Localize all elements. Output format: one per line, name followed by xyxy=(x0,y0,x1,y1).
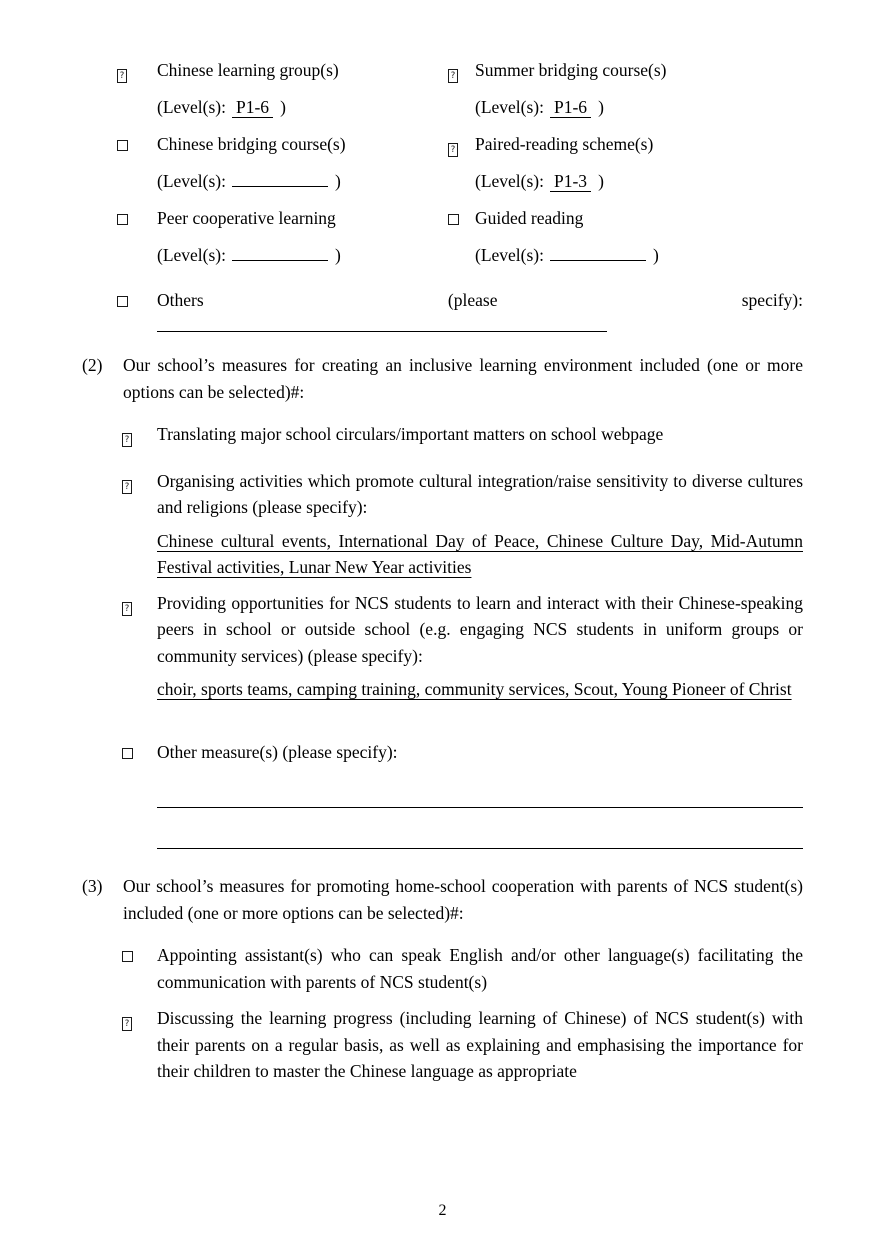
level-field-chinese-learning-groups[interactable]: P1-6 xyxy=(232,98,273,118)
option-chinese-learning-groups xyxy=(117,52,448,89)
section-number: (3) xyxy=(82,876,103,896)
checkbox-wrap xyxy=(122,421,157,448)
checkbox-wrap xyxy=(122,942,157,995)
checkbox-wrap xyxy=(122,468,157,581)
item-text: Discussing the learning progress (including learning of Chinese) of NCS student(s) with their parents on a regular basis, as well as explaining and emphasising the importance for their children to master the Chinese language as appropriate xyxy=(157,1008,803,1081)
item-text: Translating major school circulars/important matters on school webpage xyxy=(157,424,664,444)
checkbox-providing-opportunities[interactable]: ? xyxy=(122,602,132,616)
level-suffix: ) xyxy=(280,97,286,117)
checkbox-wrap xyxy=(122,590,157,703)
checkbox-summer-bridging-courses[interactable]: ? xyxy=(448,69,458,83)
level-suffix: ) xyxy=(335,171,341,191)
section-3 xyxy=(82,873,803,1085)
page-number: 2 xyxy=(438,1202,447,1219)
others-specify-field[interactable] xyxy=(157,319,607,332)
level-prefix: (Level(s): xyxy=(157,97,226,117)
item-text: Providing opportunities for NCS students to learn and interact with their Chinese-speaking peers in school or outside school (e.g. engaging NCS students in uniform groups or community services) (please specify): xyxy=(157,592,803,666)
section-intro: Our school’s measures for promoting home-school cooperation with parents of NCS student(s) included (one or more options can be selected)#: xyxy=(123,876,803,923)
item-other-measures xyxy=(122,739,803,850)
level-suffix: ) xyxy=(598,97,604,117)
item-text: Other measure(s) (please specify): xyxy=(157,741,398,762)
section-number: (2) xyxy=(82,355,103,375)
item-body xyxy=(157,1005,803,1085)
checkbox-wrap xyxy=(122,739,157,850)
level-field-summer-bridging-courses[interactable]: P1-6 xyxy=(550,98,591,118)
option-summer-bridging-courses xyxy=(448,52,803,89)
level-line xyxy=(448,163,803,200)
option-label: Peer cooperative learning xyxy=(157,208,336,228)
item-discussing-progress xyxy=(122,1005,803,1085)
level-prefix: (Level(s): xyxy=(475,245,544,265)
checkbox-others[interactable] xyxy=(117,296,128,307)
others-word: (please xyxy=(447,290,498,310)
option-label: Paired-reading scheme(s) xyxy=(475,134,654,154)
checkbox-wrap xyxy=(117,282,157,319)
option-paired-reading-schemes xyxy=(448,126,803,163)
checkbox-wrap xyxy=(448,52,475,89)
option-label: Summer bridging course(s) xyxy=(475,60,667,80)
level-field-chinese-bridging-courses[interactable] xyxy=(232,186,328,187)
item-body xyxy=(157,421,803,448)
item-body xyxy=(157,590,803,703)
option-chinese-bridging-courses xyxy=(117,126,448,163)
others-label-line xyxy=(157,282,803,319)
checkbox-wrap xyxy=(117,200,157,237)
checkbox-wrap xyxy=(448,200,475,237)
checkbox-discussing-progress[interactable]: ? xyxy=(122,1017,132,1031)
section-2-heading xyxy=(82,352,803,405)
checkbox-chinese-learning-groups[interactable]: ? xyxy=(117,69,127,83)
level-line xyxy=(448,237,803,274)
option-label: Chinese learning group(s) xyxy=(157,60,339,80)
item-translating-circulars xyxy=(122,421,803,448)
level-field-paired-reading-schemes[interactable]: P1-3 xyxy=(550,172,591,192)
level-field-peer-cooperative-learning[interactable] xyxy=(232,260,328,261)
level-line xyxy=(117,89,448,126)
item-text: Appointing assistant(s) who can speak English and/or other language(s) facilitating the communication with parents of NCS student(s) xyxy=(157,945,803,992)
providing-opportunities-answer: choir, sports teams, camping training, community services, Scout, Young Pioneer of Christ xyxy=(157,679,792,699)
other-measures-field-line-2[interactable] xyxy=(157,808,803,849)
item-providing-opportunities xyxy=(122,590,803,703)
level-line xyxy=(448,89,803,126)
level-suffix: ) xyxy=(653,245,659,265)
checkbox-other-measures[interactable] xyxy=(122,748,133,759)
section-2 xyxy=(82,352,803,849)
level-field-guided-reading[interactable] xyxy=(550,260,646,261)
level-prefix: (Level(s): xyxy=(475,171,544,191)
item-body xyxy=(157,942,803,995)
other-measures-fields xyxy=(157,767,803,849)
level-prefix: (Level(s): xyxy=(157,171,226,191)
level-prefix: (Level(s): xyxy=(475,97,544,117)
checkbox-wrap xyxy=(122,1005,157,1085)
other-measures-field-line-1[interactable] xyxy=(157,767,803,808)
checkbox-chinese-bridging-courses[interactable] xyxy=(117,140,128,151)
checkbox-guided-reading[interactable] xyxy=(448,214,459,225)
checkbox-translating-circulars[interactable]: ? xyxy=(122,433,132,447)
level-suffix: ) xyxy=(335,245,341,265)
option-others xyxy=(117,282,803,319)
level-prefix: (Level(s): xyxy=(157,245,226,265)
option-label: Chinese bridging course(s) xyxy=(157,134,346,154)
checkbox-wrap xyxy=(117,126,157,163)
item-organising-activities xyxy=(122,468,803,581)
item-appointing-assistants xyxy=(122,942,803,995)
others-word: specify): xyxy=(741,290,803,310)
section-intro: Our school’s measures for creating an inclusive learning environment included (one or more options can be selected)#: xyxy=(123,355,803,402)
checkbox-wrap xyxy=(117,52,157,89)
organising-activities-answer: Chinese cultural events, International Day of Peace, Chinese Culture Day, Mid-Autumn Festival activities, Lunar New Year activities xyxy=(157,530,803,577)
section-3-heading xyxy=(82,873,803,926)
item-body xyxy=(157,739,803,850)
checkbox-paired-reading-schemes[interactable]: ? xyxy=(448,143,458,157)
checkbox-appointing-assistants[interactable] xyxy=(122,951,133,962)
item-text: Organising activities which promote cultural integration/raise sensitivity to diverse cultures and religions (please specify): xyxy=(157,470,803,517)
level-line xyxy=(117,237,448,274)
checkbox-wrap xyxy=(448,126,475,163)
others-word: Others xyxy=(157,290,204,310)
level-suffix: ) xyxy=(598,171,604,191)
option-guided-reading xyxy=(448,200,803,237)
checkbox-peer-cooperative-learning[interactable] xyxy=(117,214,128,225)
level-line xyxy=(117,163,448,200)
option-peer-cooperative-learning xyxy=(117,200,448,237)
support-measure-options-grid xyxy=(117,52,803,274)
option-label: Guided reading xyxy=(475,208,584,228)
item-body xyxy=(157,468,803,581)
checkbox-organising-activities[interactable]: ? xyxy=(122,480,132,494)
